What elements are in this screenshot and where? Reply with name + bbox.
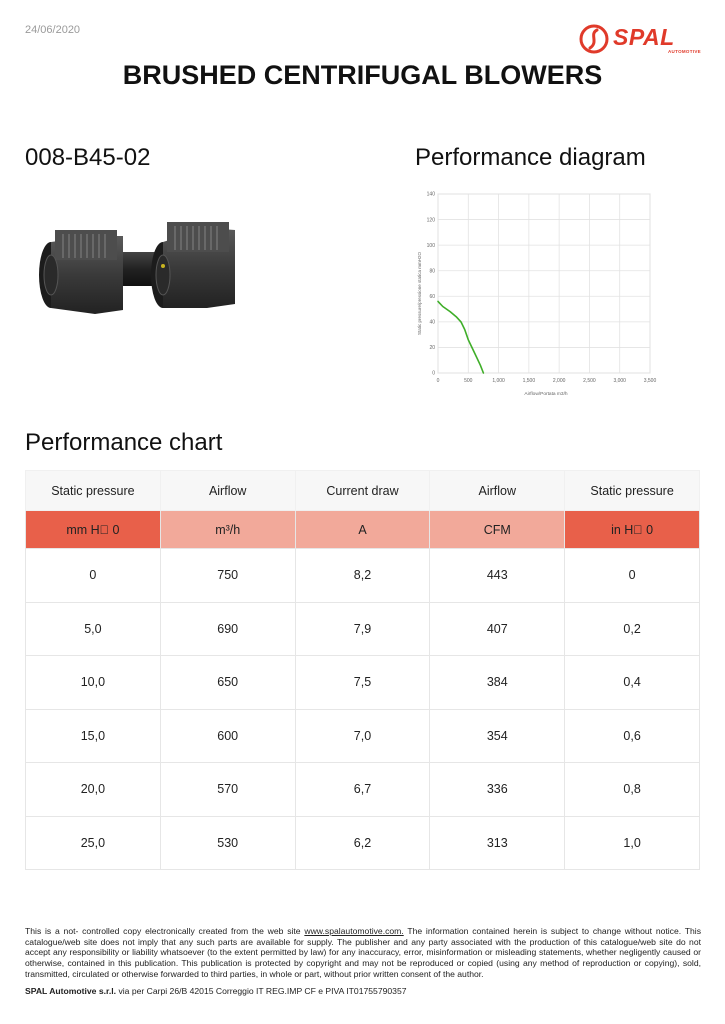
table-cell: 0: [565, 549, 700, 603]
table-row: [26, 816, 700, 870]
table-cell: 15,0: [26, 709, 161, 763]
performance-diagram: [410, 186, 670, 402]
x-tick-label: 2,000: [552, 378, 566, 384]
table-cell: 7,9: [295, 602, 430, 656]
table-cell: 25,0: [26, 816, 161, 870]
header-airflow-m3h: Airflow: [160, 471, 295, 511]
y-axis-label: Static pressure/pressione statica mmH2O: [417, 251, 422, 336]
x-tick-label: 3,000: [613, 378, 626, 384]
table-cell: 0,4: [565, 656, 700, 710]
y-tick-label: 0: [432, 370, 435, 377]
table-cell: 0: [26, 549, 161, 603]
table-cell: 0,6: [565, 709, 700, 763]
table-cell: 750: [160, 549, 295, 603]
table-cell: 0,2: [565, 602, 700, 656]
disclaimer-start: This is a not- controlled copy electronically created from the web site: [25, 926, 305, 936]
unit-mm-h2o: mm H  0: [26, 511, 161, 549]
x-tick-label: 2,500: [583, 378, 596, 384]
product-code: 008-B45-02: [25, 144, 151, 171]
table-cell: 384: [430, 656, 565, 710]
unit-cfm: CFM: [430, 511, 565, 549]
y-tick-label: 60: [429, 293, 435, 300]
plot-area: [438, 194, 650, 373]
table-row: [26, 656, 700, 710]
table-cell: 530: [160, 816, 295, 870]
table-cell: 6,2: [295, 816, 430, 870]
table-cell: 5,0: [26, 602, 161, 656]
spal-logo-emblem-icon: [577, 22, 611, 56]
table-cell: 7,0: [295, 709, 430, 763]
y-tick-label: 80: [429, 268, 435, 275]
table-row: [26, 602, 700, 656]
y-tick-label: 120: [426, 217, 435, 224]
header-static-pressure-in: Static pressure: [565, 471, 700, 511]
unit-in-h2o: in H  0: [565, 511, 700, 549]
x-tick-label: 0: [436, 378, 440, 384]
table-cell: 0,8: [565, 763, 700, 817]
header-static-pressure-mm: Static pressure: [26, 471, 161, 511]
header-current-draw: Current draw: [295, 471, 430, 511]
logo-text: SPAL: [613, 24, 675, 50]
x-tick-label: 500: [464, 378, 473, 384]
table-row: [26, 763, 700, 817]
unit-m3h: m³/h: [160, 511, 295, 549]
performance-diagram-heading: Performance diagram: [415, 144, 646, 171]
x-tick-label: 1,000: [492, 378, 505, 384]
company-name: SPAL Automotive s.r.l.: [25, 986, 117, 996]
website-link[interactable]: www.spalautomotive.com.: [304, 926, 404, 936]
table-cell: 10,0: [26, 656, 161, 710]
table-cell: 313: [430, 816, 565, 870]
performance-table: [25, 470, 700, 870]
table-cell: 690: [160, 602, 295, 656]
table-cell: 650: [160, 656, 295, 710]
table-header-row: [26, 471, 700, 511]
header-airflow-cfm: Airflow: [430, 471, 565, 511]
table-cell: 7,5: [295, 656, 430, 710]
table-cell: 570: [160, 763, 295, 817]
spal-logo[interactable]: [577, 22, 705, 58]
table-row: [26, 549, 700, 603]
document-date: 24/06/2020: [25, 24, 81, 36]
table-cell: 600: [160, 709, 295, 763]
y-tick-label: 20: [429, 345, 435, 352]
unit-ampere: A: [295, 511, 430, 549]
table-cell: 6,7: [295, 763, 430, 817]
table-cell: 336: [430, 763, 565, 817]
page-title: BRUSHED CENTRIFUGAL BLOWERS: [122, 60, 603, 90]
table-row: [26, 709, 700, 763]
logo-subtext: AUTOMOTIVE: [668, 49, 701, 54]
table-cell: 1,0: [565, 816, 700, 870]
table-cell: 407: [430, 602, 565, 656]
y-tick-label: 40: [429, 319, 435, 326]
company-info: [25, 986, 407, 996]
centrifugal-blower-image: [35, 218, 240, 318]
table-cell: 443: [430, 549, 565, 603]
x-tick-label: 1,500: [522, 378, 536, 384]
disclaimer-text: [25, 926, 701, 980]
x-tick-label: 3,500: [643, 378, 657, 384]
table-units-row: [26, 511, 700, 549]
y-tick-label: 100: [426, 242, 435, 249]
company-address: via per Carpi 26/B 42015 Correggio IT REG.IMP CF e PIVA IT01755790357: [116, 986, 407, 996]
y-tick-label: 140: [426, 191, 435, 198]
performance-diagram-svg: [410, 186, 670, 402]
table-cell: 354: [430, 709, 565, 763]
disclaimer-end: The information contained herein is subject to change without notice. This catalogue/web site does not imply that any such parts are available for supply. The publisher and any party associated with the production of this catalogue/web site do not accept any responsibility or liability whatsoever (to the extent permitted by law) for any inaccuracy, error, misinformation or misleading statements, whether negligently caused or otherwise, contained in this publication. This publication is protected by copyright and may not be reproduced or copied (using any method of reproduction or copying), sold, transmitted, circulated or otherwise forwarded to third parties, in whole or part, without prior written consent of the author.: [25, 926, 701, 979]
performance-chart-heading: Performance chart: [25, 429, 223, 456]
table-cell: 8,2: [295, 549, 430, 603]
x-axis-label: Airflow/Portata m3/h: [524, 392, 568, 397]
table-cell: 20,0: [26, 763, 161, 817]
